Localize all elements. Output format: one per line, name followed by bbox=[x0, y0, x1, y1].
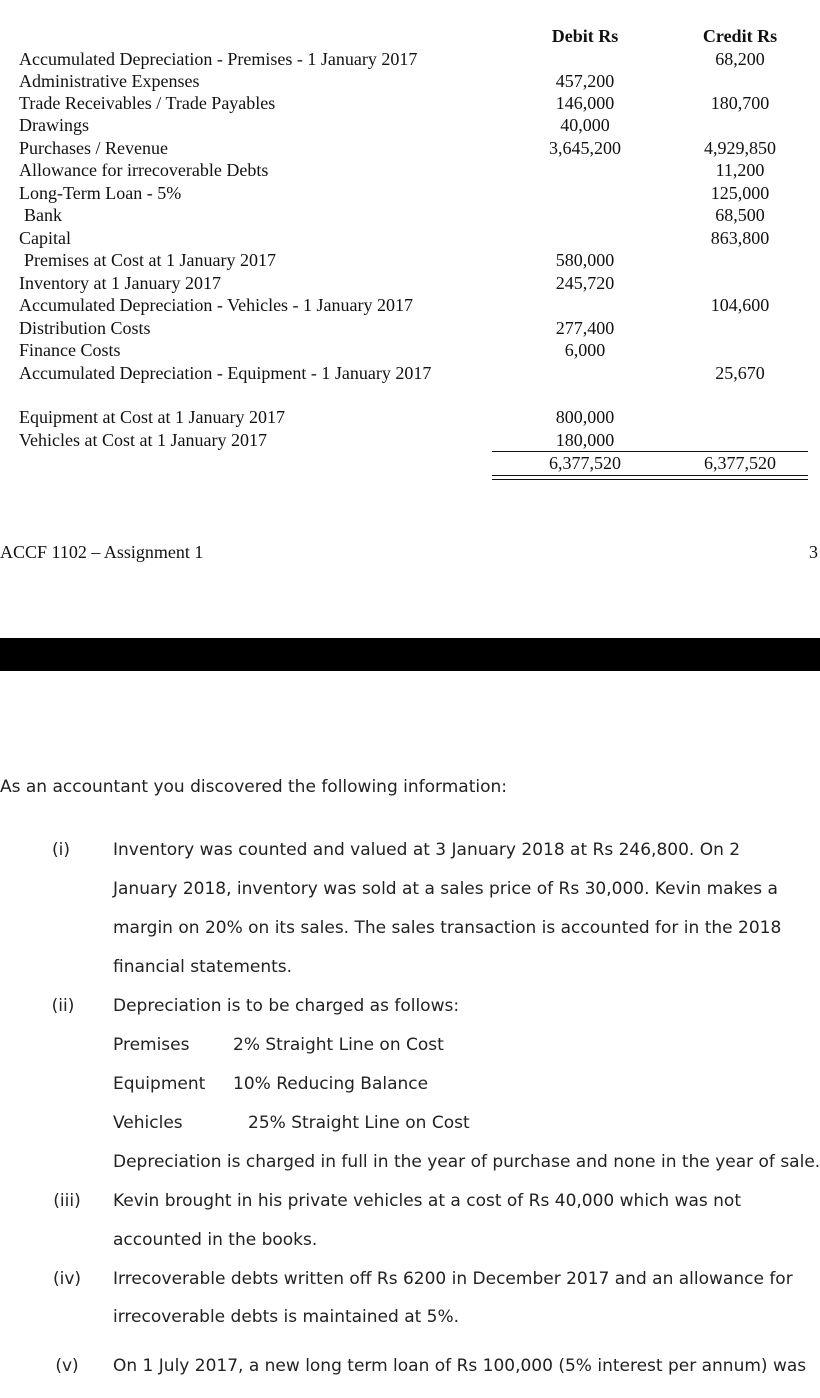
credit-value: 25,670 bbox=[715, 363, 765, 383]
credit-value: 11,200 bbox=[715, 160, 765, 180]
row-label: Accumulated Depreciation - Equipment - 1 January 2017 bbox=[19, 363, 432, 383]
table-row bbox=[0, 429, 820, 451]
depreciation-rate: 25% Straight Line on Cost bbox=[248, 1113, 470, 1133]
table-row bbox=[0, 294, 820, 316]
note-i bbox=[0, 840, 820, 990]
row-label: Distribution Costs bbox=[19, 318, 151, 338]
depreciation-rate: 2% Straight Line on Cost bbox=[233, 1035, 444, 1055]
depreciation-rate: 10% Reducing Balance bbox=[233, 1074, 429, 1094]
note-ii bbox=[0, 996, 820, 1186]
row-label: Purchases / Revenue bbox=[19, 138, 168, 158]
table-row bbox=[0, 362, 820, 384]
table-row bbox=[0, 406, 820, 428]
page-footer bbox=[0, 540, 820, 570]
credit-value: 68,500 bbox=[715, 205, 765, 225]
debit-value: 180,000 bbox=[555, 430, 615, 450]
credit-value: 180,700 bbox=[710, 93, 770, 113]
note-line: financial statements. bbox=[113, 957, 293, 977]
debit-value: 3,645,200 bbox=[549, 138, 621, 158]
note-line: On 1 July 2017, a new long term loan of Rs 100,000 (5% interest per annum) was bbox=[113, 1356, 807, 1376]
table-row bbox=[0, 249, 820, 271]
note-line: Depreciation is charged in full in the year of purchase and none in the year of sale. bbox=[113, 1152, 820, 1172]
note-line: irrecoverable debts is maintained at 5%. bbox=[113, 1307, 460, 1327]
total-double-rule-bottom bbox=[492, 479, 808, 480]
total-credit: 6,377,520 bbox=[704, 453, 776, 473]
depreciation-asset: Premises bbox=[113, 1035, 190, 1055]
debit-value: 245,720 bbox=[555, 273, 615, 293]
note-line: accounted in the books. bbox=[113, 1230, 318, 1250]
row-label: Accumulated Depreciation - Premises - 1 January 2017 bbox=[19, 49, 418, 69]
debit-value: 146,000 bbox=[555, 93, 615, 113]
row-label: Finance Costs bbox=[19, 340, 121, 360]
row-label: Premises at Cost at 1 January 2017 bbox=[24, 250, 276, 270]
table-row bbox=[0, 339, 820, 361]
note-number: (i) bbox=[52, 840, 70, 860]
debit-value: 580,000 bbox=[555, 250, 615, 270]
table-row bbox=[0, 92, 820, 114]
row-label: Administrative Expenses bbox=[19, 71, 200, 91]
page-number: 3 bbox=[809, 542, 818, 562]
row-label: Equipment at Cost at 1 January 2017 bbox=[19, 407, 285, 427]
row-label: Capital bbox=[19, 228, 71, 248]
row-label: Drawings bbox=[19, 115, 89, 135]
table-row bbox=[0, 317, 820, 339]
table-row bbox=[0, 227, 820, 249]
course-footer: ACCF 1102 – Assignment 1 bbox=[0, 542, 204, 562]
total-double-rule-top bbox=[492, 475, 808, 476]
table-row bbox=[0, 204, 820, 226]
debit-value: 277,400 bbox=[555, 318, 615, 338]
row-label: Allowance for irrecoverable Debts bbox=[19, 160, 269, 180]
debit-value: 457,200 bbox=[555, 71, 615, 91]
note-line: Depreciation is to be charged as follows: bbox=[113, 996, 460, 1016]
note-number: (ii) bbox=[51, 996, 75, 1016]
debit-value: 40,000 bbox=[560, 115, 610, 135]
note-v bbox=[0, 1356, 820, 1386]
table-row bbox=[0, 272, 820, 294]
note-line: January 2018, inventory was sold at a sales price of Rs 30,000. Kevin makes a bbox=[113, 879, 778, 899]
credit-value: 4,929,850 bbox=[704, 138, 776, 158]
table-row bbox=[0, 70, 820, 92]
intro-text: As an accountant you discovered the following information: bbox=[0, 777, 507, 797]
table-row bbox=[0, 114, 820, 136]
credit-value: 125,000 bbox=[710, 183, 770, 203]
credit-value: 863,800 bbox=[710, 228, 770, 248]
row-label: Inventory at 1 January 2017 bbox=[19, 273, 221, 293]
note-iii bbox=[0, 1191, 820, 1261]
row-label: Accumulated Depreciation - Vehicles - 1 January 2017 bbox=[19, 295, 414, 315]
row-label: Long-Term Loan - 5% bbox=[19, 183, 182, 203]
table-row bbox=[0, 137, 820, 159]
credit-value: 68,200 bbox=[715, 49, 765, 69]
row-label: Vehicles at Cost at 1 January 2017 bbox=[19, 430, 267, 450]
note-line: margin on 20% on its sales. The sales transaction is accounted for in the 2018 bbox=[113, 918, 782, 938]
table-row bbox=[0, 48, 820, 70]
table-row bbox=[0, 182, 820, 204]
note-line: Inventory was counted and valued at 3 January 2018 at Rs 246,800. On 2 bbox=[113, 840, 741, 860]
trial-balance bbox=[0, 0, 820, 490]
debit-value: 800,000 bbox=[555, 407, 615, 427]
note-number: (iv) bbox=[52, 1269, 82, 1289]
credit-header: Credit Rs bbox=[702, 26, 778, 46]
credit-value: 104,600 bbox=[710, 295, 770, 315]
row-label: Bank bbox=[24, 205, 62, 225]
page-break-band bbox=[0, 638, 820, 671]
debit-value: 6,000 bbox=[564, 340, 606, 360]
depreciation-asset: Equipment bbox=[113, 1074, 206, 1094]
note-line: Irrecoverable debts written off Rs 6200 in December 2017 and an allowance for bbox=[113, 1269, 793, 1289]
row-label: Trade Receivables / Trade Payables bbox=[19, 93, 276, 113]
debit-header: Debit Rs bbox=[551, 26, 619, 46]
note-line: Kevin brought in his private vehicles at a cost of Rs 40,000 which was not bbox=[113, 1191, 741, 1211]
note-iv bbox=[0, 1269, 820, 1339]
note-number: (v) bbox=[55, 1356, 79, 1376]
total-debit: 6,377,520 bbox=[549, 453, 621, 473]
table-row bbox=[0, 159, 820, 181]
note-number: (iii) bbox=[53, 1191, 81, 1211]
depreciation-asset: Vehicles bbox=[113, 1113, 183, 1133]
